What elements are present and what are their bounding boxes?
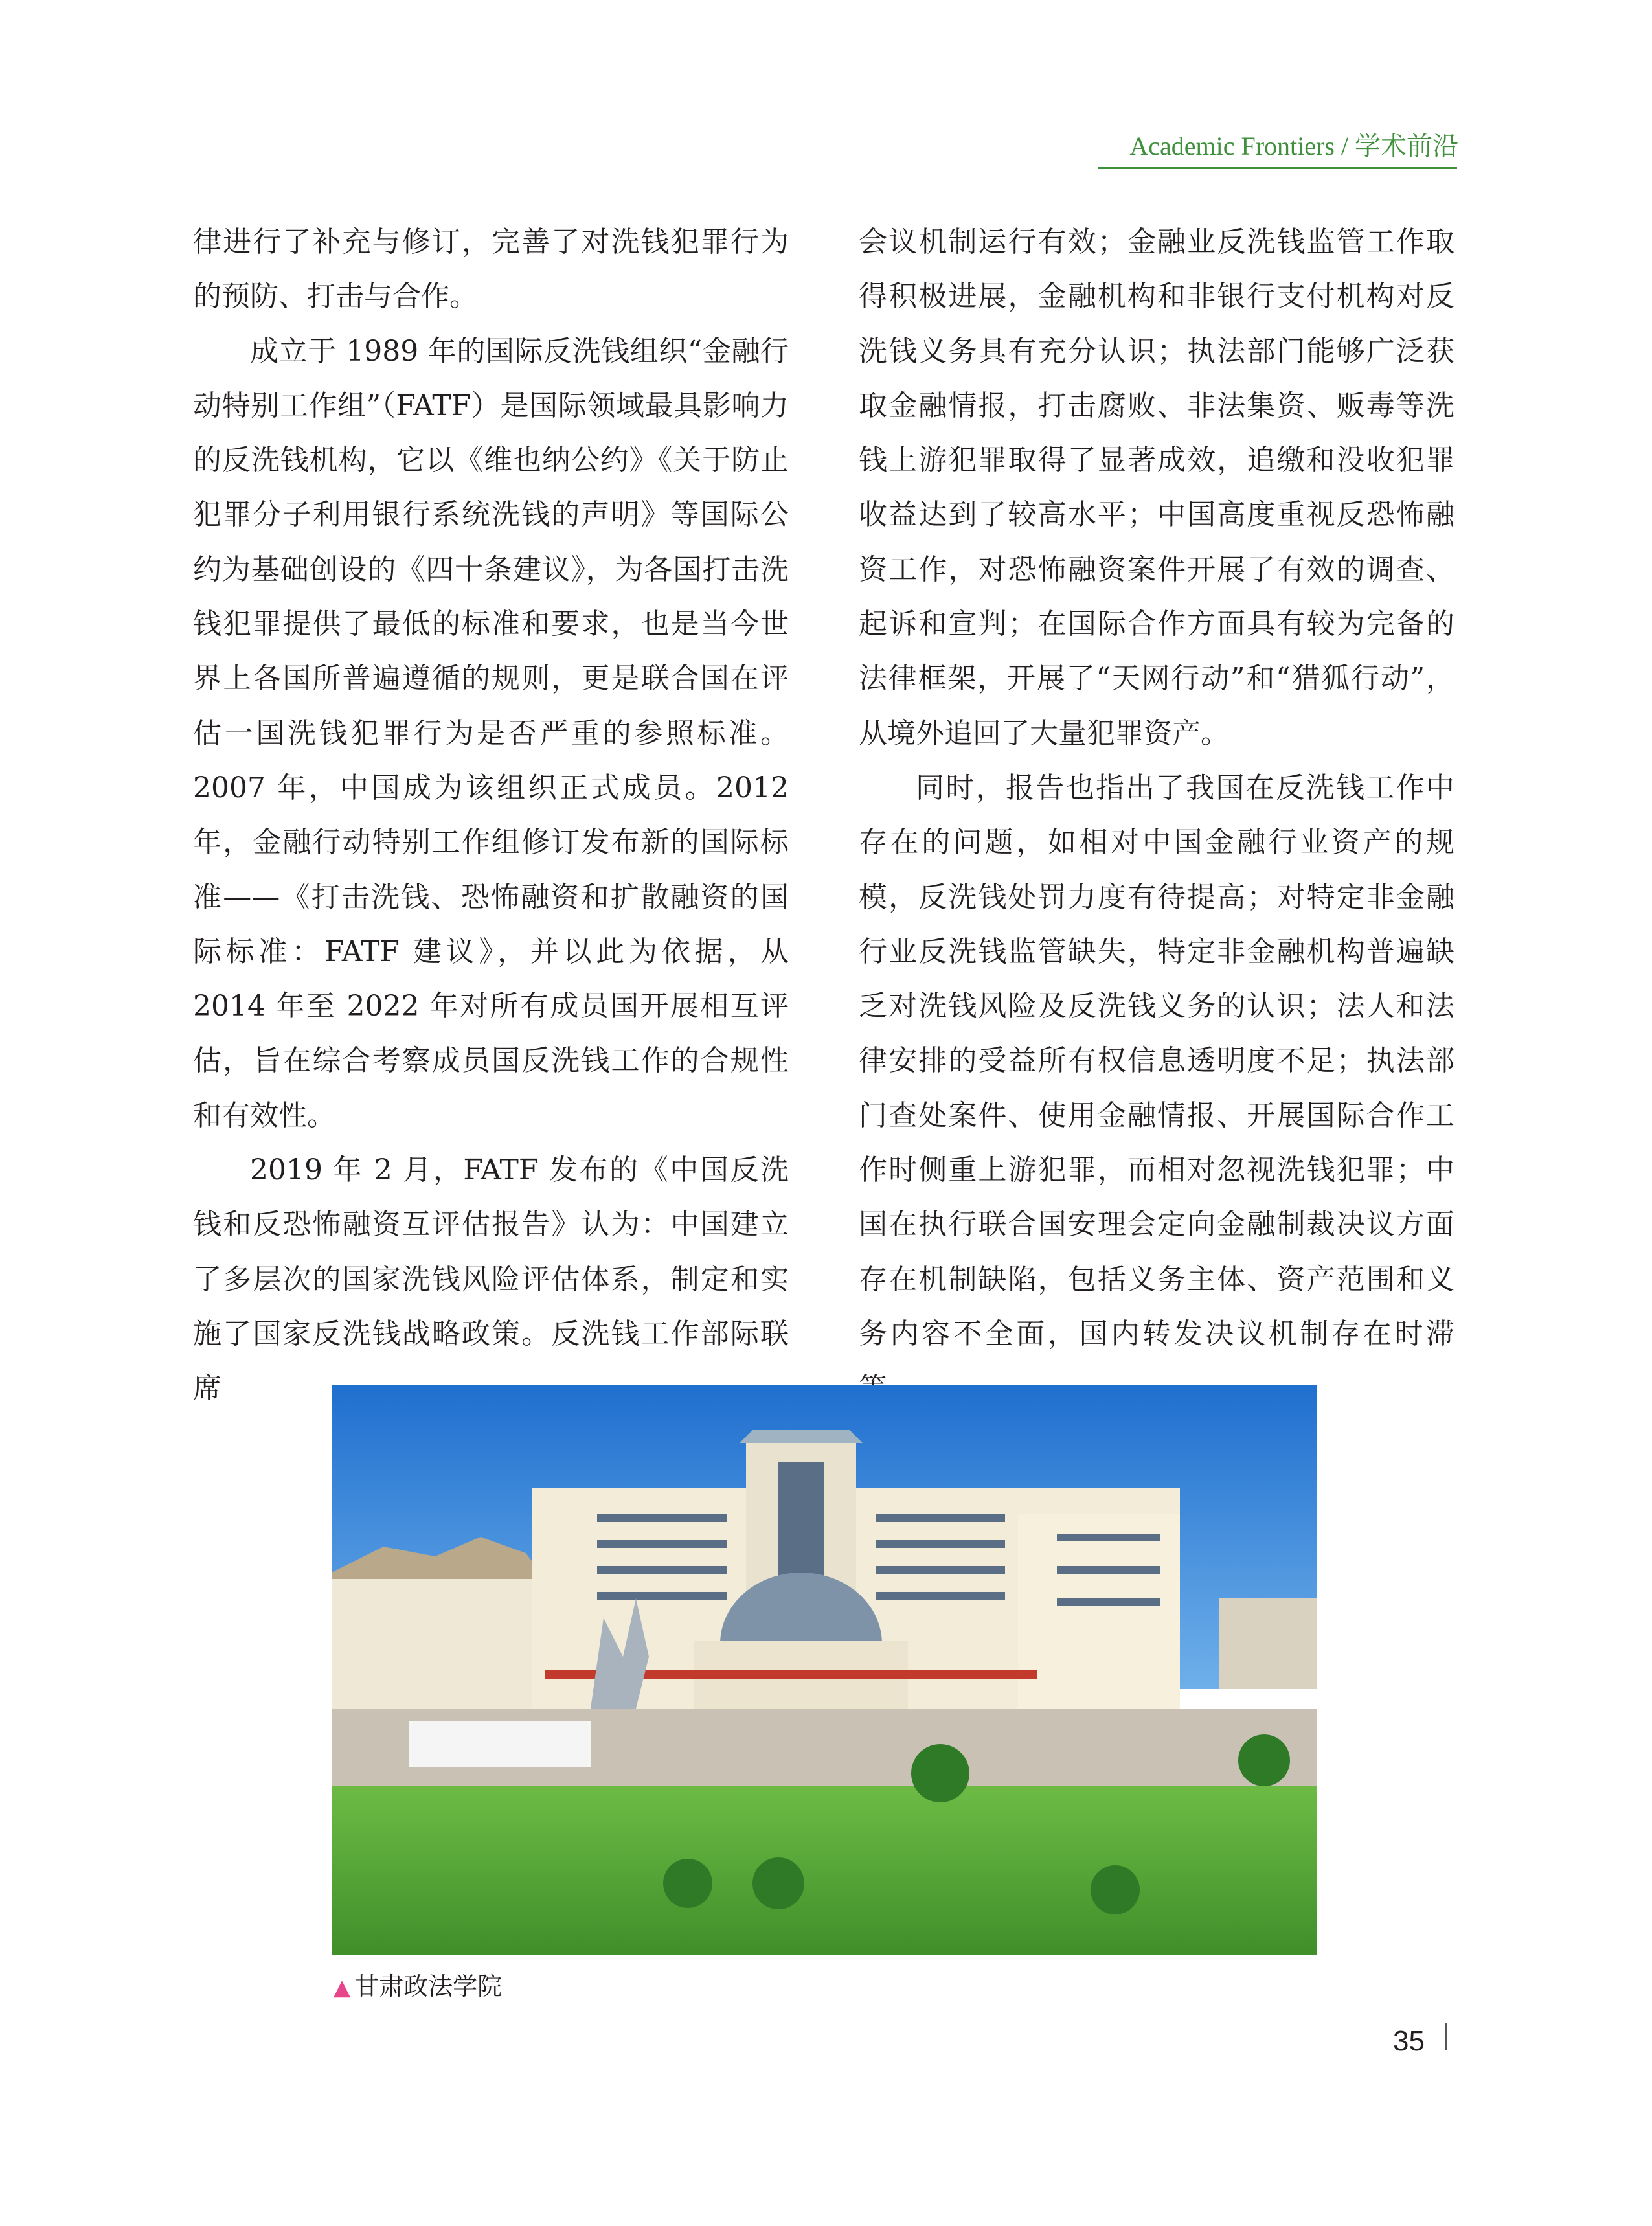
left-building <box>332 1579 545 1709</box>
running-header: Academic Frontiers / 学术前沿 <box>1129 131 1458 161</box>
lawn <box>332 1786 1317 1955</box>
caption-marker-icon: ▲ <box>334 1975 351 2001</box>
figure-caption <box>334 1970 502 2003</box>
caption-text: 甘肃政法学院 <box>354 1972 503 2001</box>
paragraph: 会议机制运行有效；金融业反洗钱监管工作取得积极进展，金融机构和非银行支付机构对反洗钱义务具有充分认识；执法部门能够广泛获取金融情报，打击腐败、非法集资、贩毒等洗钱上游犯罪取得了显著成效，追缴和没收犯罪收益达到了较高水平；中国高度重视反恐怖融资工作，对恐怖融资案件开展了有效的调查、起诉和宣判；在国际合作方面具有较为完备的法律框架，开展了“天网行动”和“猎狐行动”，从境外追回了大量犯罪资产。 <box>859 225 1454 750</box>
campus-photo <box>332 1385 1317 1955</box>
paragraph: 成立于 1989 年的国际反洗钱组织“金融行动特别工作组”（FATF）是国际领域最具影响力的反洗钱机构，它以《维也纳公约》《关于防止犯罪分子利用银行系统洗钱的声明》等国际公约为基础创设的《四十条建议》，为各国打击洗钱犯罪提供了最低的标准和要求，也是当今世界上各国所普遍遵循的规则，更是联合国在评估一国洗钱犯罪行为是否严重的参照标准。2007 年，中国成为该组织正式成员。2012 年，金融行动特别工作组修订发布新的国际标准——《打击洗钱、恐怖融资和扩散融资的国际标准：FATF 建议》，并以此为依据，从 2014 年至 2022 年对所有成员国开展相互评估，旨在综合考察成员国反洗钱工作的合规性和有效性。 <box>193 334 789 1132</box>
right-wing <box>1018 1514 1180 1709</box>
right-column <box>859 215 1454 1416</box>
paragraph: 律进行了补充与修订，完善了对洗钱犯罪行为的预防、打击与合作。 <box>193 225 789 313</box>
header-rule <box>1098 167 1457 169</box>
crowd <box>409 1721 591 1767</box>
page-number: 35 <box>1393 2025 1425 2057</box>
far-right-building <box>1219 1598 1317 1689</box>
page-number-rule <box>1445 2023 1447 2050</box>
tower-roof <box>740 1430 863 1443</box>
paragraph: 同时，报告也指出了我国在反洗钱工作中存在的问题，如相对中国金融行业资产的规模，反洗钱处罚力度有待提高；对特定非金融行业反洗钱监管缺失，特定非金融机构普遍缺乏对洗钱风险及反洗钱义务的认识；法人和法律安排的受益所有权信息透明度不足；执法部门查处案件、使用金融情报、开展国际合作工作时侧重上游犯罪，而相对忽视洗钱犯罪；中国在执行联合国安理会定向金融制裁决议方面存在机制缺陷，包括义务主体、资产范围和义务内容不全面，国内转发决议机制存在时滞 <box>859 771 1454 1350</box>
left-column <box>193 215 789 1416</box>
paragraph: 2019 年 2 月，FATF 发布的《中国反洗钱和反恐怖融资互评估报告》认为：中国建立了多层次的国家洗钱风险评估体系，制定和实施了国家反洗钱战略政策。反洗钱工作部际联席 <box>193 1153 789 1405</box>
